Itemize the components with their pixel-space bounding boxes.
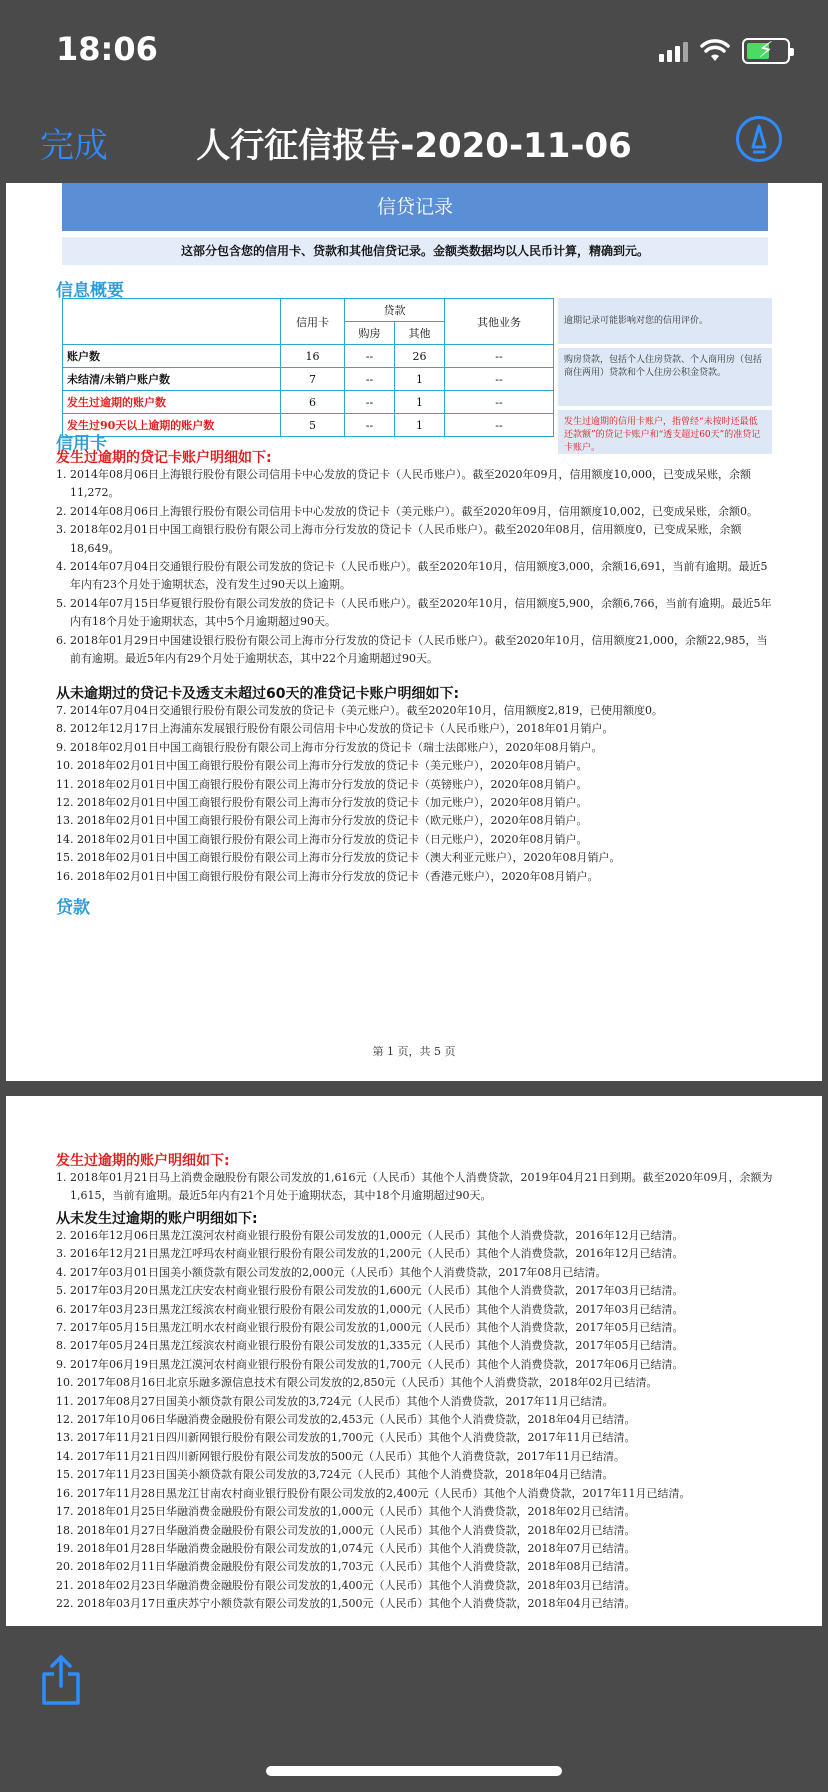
list-item: 15. 2018年02月01日中国工商银行股份有限公司上海市分行发放的贷记卡（澳大利亚元账户），2020年08月销户。 (56, 851, 621, 865)
col-other-business: 其他业务 (445, 299, 554, 345)
list-item: 9. 2018年02月01日中国工商银行股份有限公司上海市分行发放的贷记卡（瑞士法郎账户），2020年08月销户。 (56, 740, 603, 754)
list-item: 12. 2018年02月01日中国工商银行股份有限公司上海市分行发放的贷记卡（加元账户），2020年08月销户。 (56, 796, 588, 810)
list-item: 3. 2016年12月21日黑龙江呼玛农村商业银行股份有限公司发放的1,200元（人民币）其他个人消费贷款，2016年12月已结清。 (56, 1247, 684, 1261)
list-item: 22. 2018年03月17日重庆苏宁小额贷款有限公司发放的1,500元（人民币）其他个人消费贷款，2018年04月已结清。 (56, 1597, 636, 1611)
markup-pen-icon[interactable] (736, 116, 782, 162)
list-item: 4. 2014年07月04日交通银行股份有限公司发放的贷记卡（人民币账户）。截至2020年10月，信用额度3,000，余额16,691，当前有逾期。最近5年内有23个月处于逾期状态，没有发生过90天以上逾期。 (56, 560, 768, 592)
table-row: 发生过90天以上逾期的账户数 5 -- 1 -- (63, 414, 554, 437)
list-item: 19. 2018年01月28日华融消费金融股份有限公司发放的1,074元（人民币）其他个人消费贷款，2018年07月已结清。 (56, 1541, 636, 1555)
overdue-cards-heading: 发生过逾期的贷记卡账户明细如下: (56, 450, 272, 466)
list-item: 13. 2018年02月01日中国工商银行股份有限公司上海市分行发放的贷记卡（欧元账户），2020年08月销户。 (56, 814, 588, 828)
list-item: 7. 2014年07月04日交通银行股份有限公司发放的贷记卡（美元账户）。截至2020年10月，信用额度2,819，已使用额度0。 (56, 704, 663, 717)
share-icon[interactable] (40, 1654, 82, 1706)
list-item: 11. 2017年08月27日国美小额贷款有限公司发放的3,724元（人民币）其他个人消费贷款，2017年11月已结清。 (56, 1394, 614, 1408)
battery-charging-icon: ⚡ (742, 38, 790, 64)
list-item: 11. 2018年02月01日中国工商银行股份有限公司上海市分行发放的贷记卡（英镑账户），2020年08月销户。 (56, 777, 588, 791)
list-item: 1. 2014年08月06日上海银行股份有限公司信用卡中心发放的贷记卡（人民币账户）。截至2020年09月，信用额度10,000，已变成呆账，余额11,272。 (56, 468, 751, 500)
status-icons (659, 36, 790, 66)
list-item: 10. 2017年08月16日北京乐融多源信息技术有限公司发放的2,850元（人民币）其他个人消费贷款，2018年02月已结清。 (56, 1376, 658, 1390)
overdue-loans-heading: 发生过逾期的账户明细如下: (56, 1153, 230, 1169)
page-footer: 第 1 页，共 5 页 (372, 1045, 456, 1058)
overdue-loans-list (56, 1169, 776, 1206)
list-item: 6. 2018年01月29日中国建设银行股份有限公司上海市分行发放的贷记卡（人民币账户）。截至2020年10月，信用额度21,000，余额22,985，当前有逾期。最近5年内有29个月处于逾期状态，其中22个月逾期超过90天。 (56, 633, 768, 666)
list-item: 4. 2017年03月01日国美小额贷款有限公司发放的2,000元（人民币）其他个人消费贷款，2017年08月已结清。 (56, 1265, 607, 1279)
list-item: 5. 2014年07月15日华夏银行股份有限公司发放的贷记卡（人民币账户）。截至2020年10月，信用额度5,900，余额6,766，当前有逾期。最近5年内有18个月处于逾期状态，其中5个月逾期超过90天。 (56, 596, 772, 629)
list-item: 15. 2017年11月23日国美小额贷款有限公司发放的3,724元（人民币）其他个人消费贷款，2018年04月已结清。 (56, 1468, 614, 1482)
loan-title: 贷款 (56, 898, 90, 918)
list-item: 8. 2017年05月24日黑龙江绥滨农村商业银行股份有限公司发放的1,335元（人民币）其他个人消费贷款，2017年05月已结清。 (56, 1339, 684, 1353)
table-row: 发生过逾期的账户数 6 -- 1 -- (63, 391, 554, 414)
list-item: 18. 2018年01月27日华融消费金融股份有限公司发放的1,000元（人民币）其他个人消费贷款，2018年02月已结清。 (56, 1523, 636, 1537)
col-other: 其他 (395, 322, 445, 345)
cellular-signal-icon (659, 40, 688, 62)
table-row: 账户数 16 -- 26 -- (63, 345, 554, 368)
summary-title: 信息概要 (56, 281, 124, 301)
pdf-page-1[interactable] (6, 183, 822, 1081)
side-note: 逾期记录可能影响对您的信用评价。 (558, 298, 772, 344)
list-item: 14. 2018年02月01日中国工商银行股份有限公司上海市分行发放的贷记卡（日元账户），2020年08月销户。 (56, 832, 588, 846)
no-overdue-loans-list (56, 1227, 776, 1614)
list-item: 2. 2014年08月06日上海银行股份有限公司信用卡中心发放的贷记卡（美元账户）。截至2020年09月，信用额度10,002，已变成呆账，余额0。 (56, 504, 758, 518)
list-item: 3. 2018年02月01日中国工商银行股份有限公司上海市分行发放的贷记卡（人民币账户）。截至2020年08月，信用额度0，已变成呆账，余额18,649。 (56, 523, 742, 555)
status-time: 18:06 (56, 30, 158, 68)
list-item: 17. 2018年01月25日华融消费金融股份有限公司发放的1,000元（人民币）其他个人消费贷款，2018年02月已结清。 (56, 1505, 636, 1519)
list-item: 20. 2018年02月11日华融消费金融股份有限公司发放的1,703元（人民币）其他个人消费贷款，2018年08月已结清。 (56, 1560, 636, 1574)
summary-table (62, 298, 554, 437)
pdf-page-2[interactable] (6, 1096, 822, 1626)
list-item: 5. 2017年03月20日黑龙江庆安农村商业银行股份有限公司发放的1,600元（人民币）其他个人消费贷款，2017年03月已结清。 (56, 1284, 684, 1298)
list-item: 7. 2017年05月15日黑龙江明水农村商业银行股份有限公司发放的1,000元（人民币）其他个人消费贷款，2017年05月已结清。 (56, 1321, 684, 1335)
list-item: 8. 2012年12月17日上海浦东发展银行股份有限公司信用卡中心发放的贷记卡（人民币账户），2018年01月销户。 (56, 722, 614, 736)
overdue-cards-list (56, 466, 776, 668)
list-item: 9. 2017年06月19日黑龙江漠河农村商业银行股份有限公司发放的1,700元（人民币）其他个人消费贷款，2017年06月已结清。 (56, 1357, 684, 1371)
document-title: 人行征信报告-2020-11-06 (196, 126, 632, 166)
bottom-toolbar (0, 1626, 828, 1792)
wifi-icon (700, 39, 730, 63)
list-item: 12. 2017年10月06日华融消费金融股份有限公司发放的2,453元（人民币）其他个人消费贷款，2018年04月已结清。 (56, 1413, 636, 1427)
list-item: 6. 2017年03月23日黑龙江绥滨农村商业银行股份有限公司发放的1,000元（人民币）其他个人消费贷款，2017年03月已结清。 (56, 1302, 684, 1316)
col-house: 购房 (345, 322, 395, 345)
credit-record-banner: 信贷记录 (62, 183, 768, 231)
no-overdue-cards-heading: 从未逾期过的贷记卡及透支未超过60天的准贷记卡账户明细如下: (56, 686, 460, 702)
side-notes (558, 298, 772, 458)
list-item: 16. 2018年02月01日中国工商银行股份有限公司上海市分行发放的贷记卡（香港元账户），2020年08月销户。 (56, 869, 599, 883)
list-item: 21. 2018年02月23日华融消费金融股份有限公司发放的1,400元（人民币）其他个人消费贷款，2018年03月已结清。 (56, 1578, 636, 1592)
col-loan: 贷款 (345, 299, 445, 322)
top-bar (0, 0, 828, 183)
side-note: 发生过逾期的信用卡账户，指曾经“未按时还最低还款额”的贷记卡账户和“透支超过60天”的准贷记卡账户。 (558, 410, 772, 454)
list-item: 16. 2017年11月28日黑龙江甘南农村商业银行股份有限公司发放的2,400元（人民币）其他个人消费贷款，2017年11月已结清。 (56, 1486, 691, 1500)
list-item: 2. 2016年12月06日黑龙江漠河农村商业银行股份有限公司发放的1,000元（人民币）其他个人消费贷款，2016年12月已结清。 (56, 1229, 684, 1242)
done-button[interactable]: 完成 (40, 126, 108, 166)
no-overdue-loans-heading: 从未发生过逾期的账户明细如下: (56, 1211, 258, 1227)
credit-card-title: 信用卡 (56, 434, 107, 454)
home-indicator[interactable] (266, 1766, 562, 1776)
credit-record-subtitle: 这部分包含您的信用卡、贷款和其他信贷记录。金额类数据均以人民币计算，精确到元。 (62, 237, 768, 265)
list-item: 10. 2018年02月01日中国工商银行股份有限公司上海市分行发放的贷记卡（美元账户），2020年08月销户。 (56, 759, 588, 773)
no-overdue-cards-list (56, 702, 776, 886)
table-row: 未结清/未销户账户数 7 -- 1 -- (63, 368, 554, 391)
side-note: 购房贷款，包括个人住房贷款、个人商用房（包括商住两用）贷款和个人住房公积金贷款。 (558, 348, 772, 406)
list-item: 1. 2018年01月21日马上消费金融股份有限公司发放的1,616元（人民币）其他个人消费贷款，2019年04月21日到期。截至2020年09月，余额为1,615，当前有逾期。最近5年内有21个月处于逾期状态，其中18个月逾期超过90天。 (56, 1171, 773, 1203)
list-item: 14. 2017年11月21日四川新网银行股份有限公司发放的500元（人民币）其他个人消费贷款，2017年11月已结清。 (56, 1449, 625, 1463)
col-credit-card: 信用卡 (281, 299, 345, 345)
list-item: 13. 2017年11月21日四川新网银行股份有限公司发放的1,700元（人民币）其他个人消费贷款，2017年11月已结清。 (56, 1431, 636, 1445)
